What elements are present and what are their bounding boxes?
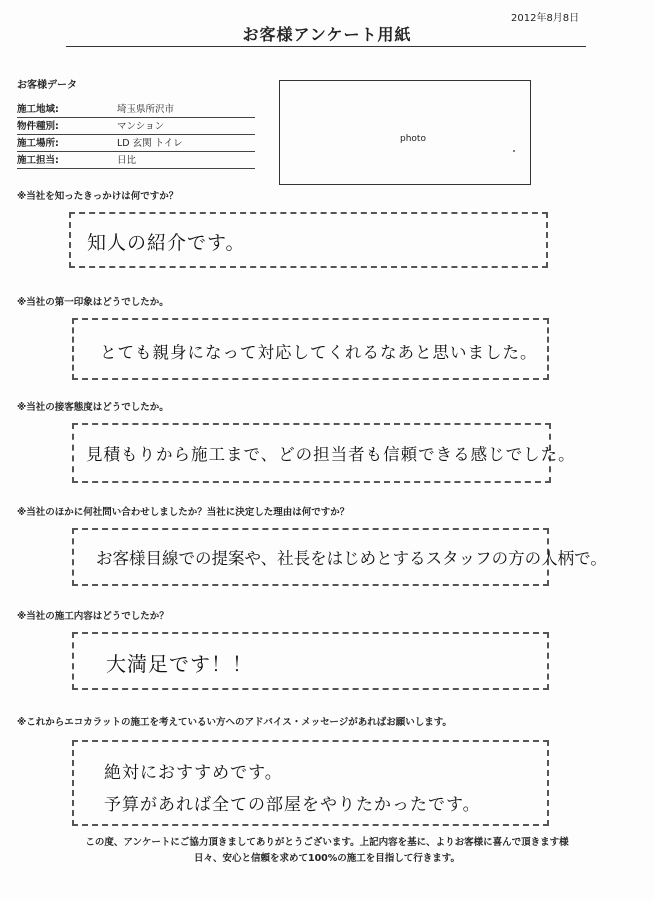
answer-1: 知人の紹介です。 <box>87 232 246 254</box>
answer-6-line-1: 絶対におすすめです。 <box>104 763 283 783</box>
answer-box-5 <box>72 632 549 690</box>
info-label-property-type: 物件種別: <box>17 121 59 132</box>
info-row-staff <box>17 151 255 169</box>
question-5: ※当社の施工内容はどうでしたか？ <box>17 611 169 622</box>
question-6: ※これからエコカラットの施工を考えているい方へのアドバイス・メッセージがあればお願いします。 <box>17 717 452 728</box>
survey-date: 2012年8月8日 <box>511 13 580 24</box>
answer-box-2 <box>72 318 549 380</box>
info-label-staff: 施工担当: <box>17 155 59 166</box>
photo-box <box>279 80 531 185</box>
info-row-area <box>17 100 255 118</box>
answer-box-1 <box>69 212 548 268</box>
question-1: ※当社を知ったきっかけは何ですか？ <box>17 191 179 202</box>
answer-box-3 <box>72 423 576 483</box>
page-title: お客様アンケート用紙 <box>242 25 412 44</box>
info-value-property-type: マンション <box>117 121 165 132</box>
question-3: ※当社の接客態度はどうでしたか。 <box>17 402 169 413</box>
footer-line-1: この度、アンケートにご協力頂きましてありがとうございます。上記内容を基に、よりお客様に喜んで頂きます様 <box>85 837 569 848</box>
answer-6-line-2: 予算があれば全ての部屋をやりたかったです。 <box>104 795 481 815</box>
info-row-property-type <box>17 117 255 135</box>
info-value-staff: 日比 <box>117 155 137 166</box>
question-2: ※当社の第一印象はどうでしたか。 <box>17 297 169 308</box>
photo-label: photo <box>400 134 426 144</box>
info-row-location <box>17 134 255 152</box>
photo-dot <box>513 150 515 152</box>
answer-box-4 <box>72 528 607 586</box>
title-underline <box>66 46 586 47</box>
answer-2: とても親身になって対応してくれるなあと思いました。 <box>100 343 538 362</box>
info-value-area: 埼玉県所沢市 <box>117 104 175 115</box>
question-4: ※当社のほかに何社問い合わせしましたか？当社に決定した理由は何ですか？ <box>17 507 350 518</box>
customer-data-heading: お客様データ <box>17 80 77 91</box>
answer-3: 見積もりから施工まで、どの担当者も信頼できる感じでした。 <box>86 445 576 464</box>
footer-line-2: 日々、安心と信頼を求めて100%の施工を目指して行きます。 <box>193 853 461 864</box>
answer-box-6 <box>72 740 549 826</box>
info-value-location: LD 玄関 トイレ <box>117 138 183 149</box>
info-label-area: 施工地域: <box>17 104 59 115</box>
answer-5: 大満足です！！ <box>106 652 253 676</box>
answer-4: お客様目線での提案や、社長をはじめとするスタッフの方の人柄で。 <box>96 549 607 568</box>
info-label-location: 施工場所: <box>17 138 59 149</box>
